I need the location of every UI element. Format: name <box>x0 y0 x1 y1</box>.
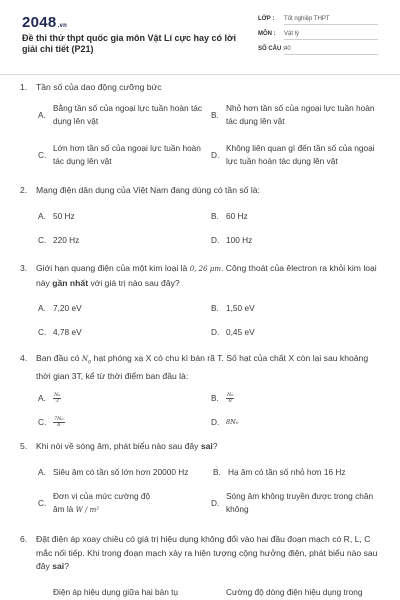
option-text: 100 Hz <box>226 235 253 245</box>
question-emphasis: sai <box>200 441 213 451</box>
question-text-part: Giới hạn quang điện của một kim loại là <box>36 263 190 273</box>
math-subscript: 0 <box>88 359 92 366</box>
option-text: 50 Hz <box>53 211 75 221</box>
option-label: A. <box>38 467 46 477</box>
question-text-part: ? <box>212 441 218 451</box>
option-text <box>226 392 376 405</box>
question-text <box>36 262 381 290</box>
option-text: 220 Hz <box>53 235 80 245</box>
option-text: 4,78 eV <box>53 327 82 337</box>
meta-subject-value: Vật lý <box>284 31 378 40</box>
meta-count-label: SỐ CÂU : <box>258 46 285 52</box>
option-text: Nhỏ hơn tần số của ngoại lực tuần hoàn tác dụng lên vật <box>226 103 375 126</box>
option-text: Hạ âm có tần số nhỏ hơn 16 Hz <box>228 467 346 477</box>
meta-grade-value: Tốt nghiệp THPT <box>284 16 378 25</box>
option-label: D. <box>211 235 220 245</box>
fraction-denominator: 8 <box>228 398 232 405</box>
fraction-numerator: 7N₀ <box>54 416 64 423</box>
question-text-part: Đặt điện áp xoay chiều có giá trị hiệu dụng không đổi vào hai đầu đoạn mạch có R, L, C mắc nối tiếp. Khi trong đoạn mạch xảy ra hiện tượng cộng hưởng điện, phát biểu nào sau đây <box>36 534 378 571</box>
meta-subject-label: MÔN : <box>258 31 276 37</box>
math-unit: W / m² <box>75 506 100 514</box>
option-text-part: Đơn vị của mức cường độ âm là <box>53 491 151 514</box>
option-label: C. <box>38 150 47 160</box>
question-number: 1. <box>20 82 28 92</box>
option-text: Lớn hơn tần số của ngoại lực tuần hoàn tác dụng lên vật <box>53 143 201 166</box>
math-n0 <box>81 355 92 366</box>
question-text-part: . Công thoát của êlectron ra khỏi kim loại này <box>36 263 377 288</box>
option-label: A. <box>38 211 46 221</box>
option-label: B. <box>211 393 219 403</box>
exam-title: Đề thi thử thpt quốc gia môn Vật Lí cực hay có lời giải chi tiết (P21) <box>22 33 236 54</box>
fraction-denominator: 3 <box>55 398 59 405</box>
option-text: Bằng tần số của ngoại lực tuần hoàn tác dụng lên vật <box>53 103 203 126</box>
option-label: B. <box>211 211 219 221</box>
option-label: C. <box>38 417 47 427</box>
question-text-part: Ban đầu có <box>36 353 82 363</box>
logo-text: 2048 <box>22 14 57 31</box>
logo-suffix: .vn <box>57 23 68 29</box>
question-text: Mạng điện dân dụng của Việt Nam đang dùng có tần số là: <box>36 185 260 195</box>
option-label: A. <box>38 110 46 120</box>
fraction-denominator: 8 <box>57 422 61 429</box>
question-text <box>36 352 381 383</box>
question-text <box>36 533 381 574</box>
fraction <box>53 393 61 404</box>
question-text-part: ? <box>64 561 69 571</box>
question-text-part: với giá trị nào sau đây? <box>88 277 180 288</box>
question-emphasis: sai <box>52 561 65 571</box>
fraction <box>226 393 234 404</box>
option-label: C. <box>38 498 47 508</box>
question-text-part: hạt phóng xạ X có chu kì bán rã T. Số hạt của chất X còn lại sau khoảng thời gian 3T, kể từ thời điểm ban đầu là: <box>36 353 369 381</box>
option-label: B. <box>211 110 219 120</box>
option-text: 8N₀ <box>226 418 239 426</box>
header-divider <box>0 74 400 75</box>
question-number: 6. <box>20 534 28 544</box>
option-label: D. <box>211 498 220 508</box>
option-text: Cường độ dòng điện hiệu dụng trong <box>226 587 363 597</box>
question-text: Tần số của dao động cưỡng bức <box>36 82 162 92</box>
option-label: C. <box>38 327 47 337</box>
option-label: D. <box>211 327 220 337</box>
meta-grade-label: LỚP : <box>258 16 275 22</box>
option-text: Không liên quan gì đến tần số của ngoại lực tuần hoàn tác dụng lên vật <box>226 143 375 166</box>
question-number: 3. <box>20 263 28 273</box>
question-text <box>36 440 381 454</box>
math-wavelength: 0, 26 μm <box>189 265 221 273</box>
question-number: 5. <box>20 441 28 451</box>
question-number: 2. <box>20 185 28 195</box>
math-symbol: N <box>81 355 88 363</box>
option-text: 7,20 eV <box>53 303 82 313</box>
option-label: A. <box>38 393 46 403</box>
option-label: B. <box>213 467 221 477</box>
question-emphasis: gần nhất <box>52 277 89 288</box>
site-logo[interactable] <box>22 14 67 31</box>
option-text: Siêu âm có tần số lớn hơn 20000 Hz <box>53 467 189 477</box>
option-text: 0,45 eV <box>226 327 255 337</box>
option-label: D. <box>211 150 220 160</box>
fraction-numerator: N₀ <box>54 392 61 399</box>
option-label: B. <box>211 303 219 313</box>
option-text <box>53 416 203 429</box>
question-text-part: Khi nói về sóng âm, phát biểu nào sau đây <box>36 441 201 451</box>
option-text: Điện áp hiệu dụng giữa hai bản tụ <box>53 587 179 597</box>
option-text: 1,50 eV <box>226 303 255 313</box>
fraction-numerator: N₀ <box>227 392 234 399</box>
option-text <box>53 490 163 517</box>
question-number: 4. <box>20 353 28 363</box>
option-label: A. <box>38 303 46 313</box>
option-text: Sóng âm không truyền được trong chân không <box>226 491 374 514</box>
meta-count-value: 40 <box>284 46 378 55</box>
option-label: C. <box>38 235 47 245</box>
option-label: D. <box>211 417 220 427</box>
fraction <box>53 417 65 428</box>
page-header <box>0 0 400 70</box>
option-text: 60 Hz <box>226 211 248 221</box>
option-text <box>53 392 203 405</box>
